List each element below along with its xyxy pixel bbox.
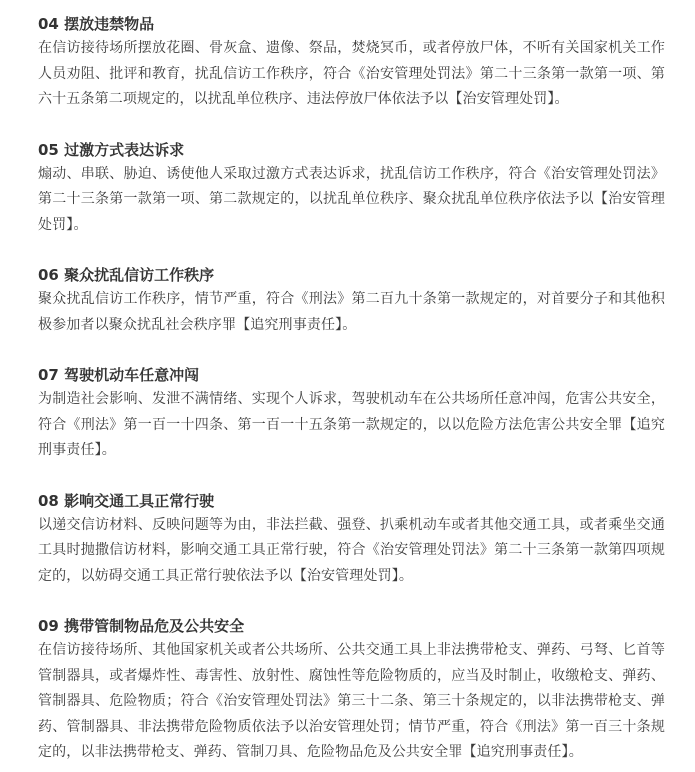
section-07 [38, 363, 665, 464]
section-heading: 09 携带管制物品危及公共安全 [38, 617, 245, 635]
section-body: 在信访接待场所摆放花圈、骨灰盒、遗像、祭品，焚烧冥币，或者停放尸体，不听有关国家机关工作人员劝阻、批评和教育，扰乱信访工作秩序，符合《治安管理处罚法》第二十三条第一款第一项、第六十五条第二项规定的，以扰乱单位秩序、违法停放尸体依法予以【治安管理处罚】。 [38, 40, 665, 107]
section-05 [38, 138, 665, 239]
section-08 [38, 489, 665, 590]
section-body: 聚众扰乱信访工作秩序，情节严重，符合《刑法》第二百九十条第一款规定的，对首要分子和其他积极参加者以聚众扰乱社会秩序罪【追究刑事责任】。 [38, 291, 665, 333]
section-06 [38, 263, 665, 338]
section-heading: 04 摆放违禁物品 [38, 15, 155, 33]
section-04 [38, 12, 665, 113]
section-heading: 05 过激方式表达诉求 [38, 140, 185, 159]
section-body: 以递交信访材料、反映问题等为由，非法拦截、强登、扒乘机动车或者其他交通工具，或者乘坐交通工具时抛撒信访材料，影响交通工具正常行驶，符合《治安管理处罚法》第二十三条第一款第四项规定的，以妨碍交通工具正常行驶依法予以【治安管理处罚】。 [38, 516, 665, 584]
section-heading: 08 影响交通工具正常行驶 [38, 491, 215, 510]
section-09 [38, 614, 665, 766]
section-body: 为制造社会影响、发泄不满情绪、实现个人诉求，驾驶机动车在公共场所任意冲闯，危害公共安全，符合《刑法》第一百一十四条、第一百一十五条第一款规定的，以以危险方法危害公共安全罪【追究刑事责任】。 [38, 391, 665, 458]
section-heading: 07 驾驶机动车任意冲闯 [38, 366, 200, 384]
section-heading: 06 聚众扰乱信访工作秩序 [38, 266, 215, 284]
section-body: 煽动、串联、胁迫、诱使他人采取过激方式表达诉求，扰乱信访工作秩序，符合《治安管理处罚法》第二十三条第一款第一项、第二款规定的，以扰乱单位秩序、聚众扰乱单位秩序依法予以【治安管理处罚】。 [38, 165, 665, 233]
section-body: 在信访接待场所、其他国家机关或者公共场所、公共交通工具上非法携带枪支、弹药、弓弩、匕首等管制器具，或者爆炸性、毒害性、放射性、腐蚀性等危险物质的，应当及时制止，收缴枪支、弹药、管制器具、危险物质；符合《治安管理处罚法》第三十二条、第三十条规定的，以非法携带枪支、弹药、管制器具、非法携带危险物质依法予以治安管理处罚；情节严重，符合《刑法》第一百三十条规定的，以非法携带枪支、弹药、管制刀具、危险物品危及公共安全罪【追究刑事责任】。 [38, 642, 665, 760]
